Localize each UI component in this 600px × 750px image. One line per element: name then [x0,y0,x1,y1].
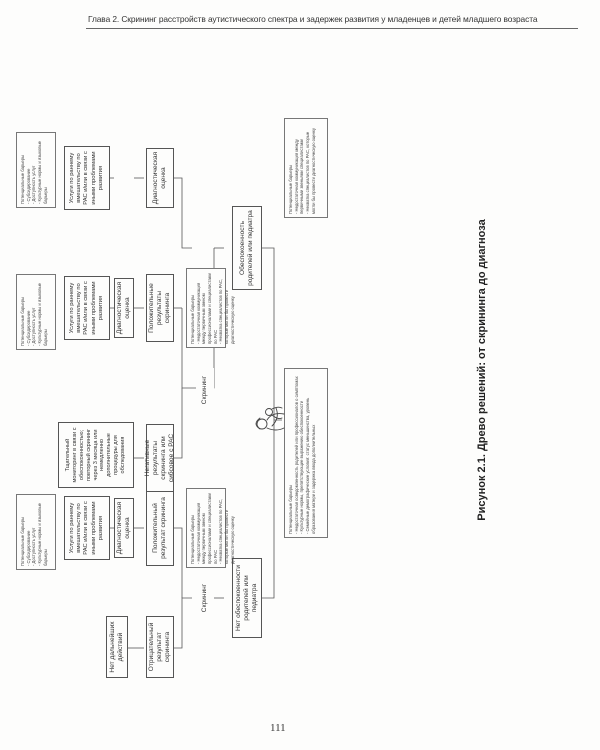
page-number: 111 [270,722,286,734]
decision-tree-figure [20,108,524,688]
barriers-e-note [16,274,56,350]
barriers-a-note [284,118,328,218]
barriers-a-item: - Нехватка специалистов по РАС, которые могли бы провести диагностическую оценку [305,128,316,214]
barriers-b-item: - Нехватка специалистов по РАС, которые могли бы провести диагностическую оценку [218,498,235,564]
figure-caption: Рисунок 2.1. Древо решений: от скрининга до диагноза [476,219,488,521]
negative-right-node: Негативные результаты скрининга или сибсовое с РАС [146,424,174,492]
barriers-c-item: - Нехватка специалистов по РАС, которые могли бы провести диагностическую оценку [218,278,235,344]
barriers-c-note [186,268,235,348]
barriers-b-item: - Недостаточная коммуникация между первичным звеном профессионалами и специалистами по РАС [195,493,218,564]
barriers-c-item: - Недостаточная коммуникация между первичным звеном профессионалами и специалистами по РАС [195,273,218,344]
barriers-top-item: - Культурные нормы, препятствующие выражению обеспокоенности [299,400,305,534]
barriers-a-item: - Недостаточная коммуникация между первичными звеньями специалистами [293,139,305,214]
mother-child-icon [254,398,286,438]
barriers-f-item: - Доступность услуг [31,165,37,204]
no-action-node: Нет дальнейших действий [106,616,128,678]
barriers-f-title: Потенциальные барьеры [20,154,25,204]
screening-left-label: Скрининг [196,576,214,620]
barriers-d-item: - Доступность услуг [31,527,37,566]
services-left-node: Услуги по раннему вмешательству по РАС и/или в связи с иными проблемами развития [64,496,110,560]
positive-left-node: Положительный результат скрининга [146,490,174,566]
barriers-f-item: - Культурные нормы и языковые барьеры [37,141,48,204]
barriers-e-item: - Культурные нормы и языковые барьеры [37,283,48,346]
barriers-d-item: - Культурные нормы и языковые барьеры [37,503,48,566]
barriers-f-note [16,132,56,208]
monitoring-node: Тщательный мониторинг в связи с обеспокоенностью; повторный скрининг через 3 месяца или немедленно дополнительные процедуры для обследования [58,422,134,488]
barriers-top-note [284,368,328,538]
no-concern-node: Нет обеспокоенности родителей или педиатра [232,558,262,638]
barriers-c-title: Потенциальные барьеры [190,294,195,344]
services-mid-node: Услуги по раннему вмешательству по РАС и/или в связи с иными проблемами развития [64,276,110,340]
barriers-d-note [16,494,56,570]
barriers-top-title: Потенциальные барьеры [288,484,293,534]
barriers-f-item: - Субсидирование [25,168,31,204]
diagnostic-top-node: Диагностическая оценка [146,148,174,208]
positive-right-node: Положительные результаты скрининга [146,274,174,342]
diagnostic-left-node: Диагностическая оценка [114,498,134,558]
screening-right-label: Скрининг [196,368,214,412]
diagnostic-mid-node: Диагностическая оценка [114,278,134,338]
barriers-e-item: - Субсидирование [25,310,31,346]
header-rule [86,28,578,29]
barriers-b-title: Потенциальные барьеры [190,514,195,564]
barriers-a-title: Потенциальные барьеры [288,164,293,214]
barriers-d-title: Потенциальные барьеры [20,516,25,566]
barriers-top-item: - Недостаточная осведомленность родителей или профессионалов о симптомах [293,376,299,534]
services-top-node: Услуги по раннему вмешательству по РАС и/или в связи с иными проблемами развития [64,146,110,210]
negative-left-node: Отрицательный результат скрининга [146,616,174,678]
barriers-d-item: - Субсидирование [25,530,31,566]
concern-node: Обеспокоенность родителей или педиатра [232,206,262,290]
running-header: Глава 2. Скрининг расстройств аутистического спектра и задержек развития у младенцев и детей младшего возраста [88,14,538,24]
barriers-top-item: - Семейные демографические условия: статус меньшинства, уровень образования матери и задержка ввода дополнительных [305,397,316,534]
barriers-b-note [186,488,235,568]
barriers-e-title: Потенциальные барьеры [20,296,25,346]
barriers-e-item: - Доступность услуг [31,307,37,346]
